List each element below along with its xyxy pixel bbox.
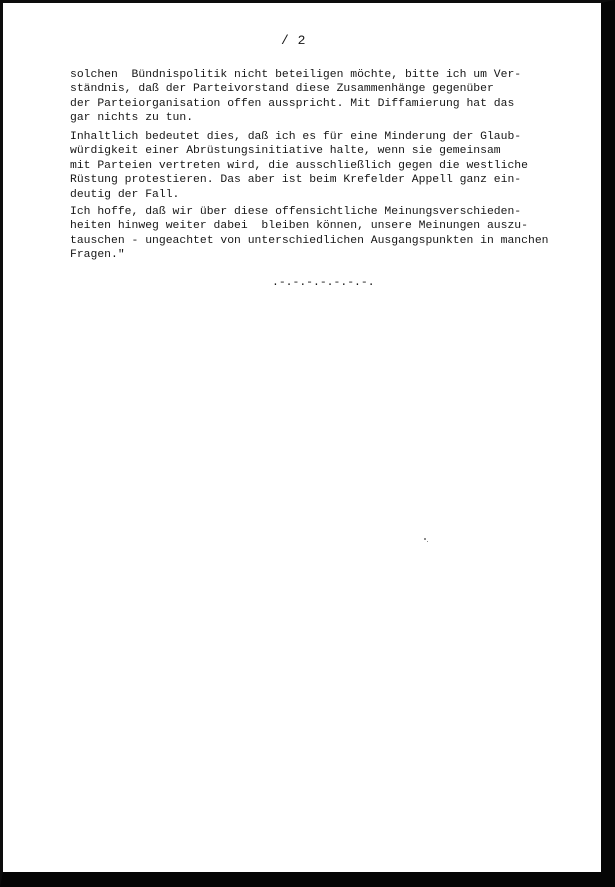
paragraph-2 (70, 130, 570, 202)
paragraph-3 (70, 205, 570, 263)
text-line: deutig der Fall. (70, 188, 180, 201)
text-line: der Parteiorganisation offen ausspricht. Mit Diffamierung hat das (70, 97, 515, 110)
paragraph-1 (70, 68, 570, 126)
scan-speck (424, 538, 426, 540)
text-line: Rüstung protestieren. Das aber ist beim Krefelder Appell ganz ein- (70, 174, 522, 187)
page-number: / 2 (281, 33, 306, 48)
text-line: heiten hinweg weiter dabei bleiben können, unsere Meinungen auszu- (70, 220, 528, 233)
text-line: Fragen." (70, 249, 125, 262)
text-line: gar nichts zu tun. (70, 112, 194, 125)
text-line: solchen Bündnispolitik nicht beteiligen möchte, bitte ich um Ver- (70, 69, 522, 81)
text-line: Ich hoffe, daß wir über diese offensichtliche Meinungsverschieden- (70, 206, 522, 218)
text-line: würdigkeit einer Abrüstungsinitiative halte, wenn sie gemeinsam (70, 145, 501, 158)
text-line: tauschen - ungeachtet von unterschiedlichen Ausgangspunkten in manchen (70, 234, 549, 247)
text-line: mit Parteien vertreten wird, die ausschließlich gegen die westliche (70, 159, 528, 172)
text-line: Inhaltlich bedeutet dies, daß ich es für eine Minderung der Glaub- (70, 131, 522, 143)
text-line: ständnis, daß der Parteivorstand diese Zusammenhänge gegenüber (70, 83, 494, 96)
end-of-text-mark: .-.-.-.-.-.-.-. (272, 277, 375, 289)
scan-speck (427, 541, 428, 542)
